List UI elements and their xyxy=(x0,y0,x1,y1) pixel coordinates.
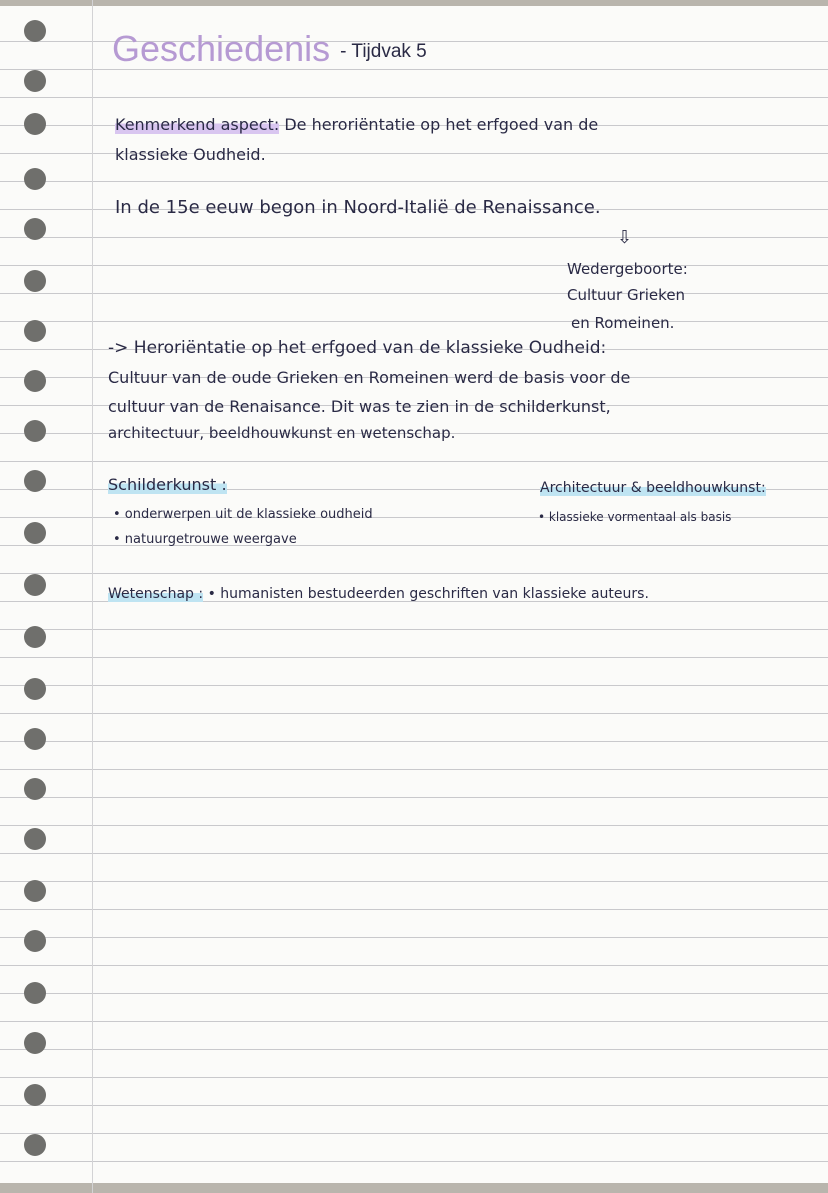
page-top-edge xyxy=(0,0,828,6)
binder-hole xyxy=(24,168,46,190)
title-main: Geschiedenis xyxy=(112,28,331,69)
binder-hole xyxy=(24,574,46,596)
binder-hole xyxy=(24,828,46,850)
intro-text: In de 15e eeuw begon in Noord-Italië de Renaissance. xyxy=(115,197,601,218)
title-sub: - Tijdvak 5 xyxy=(340,41,427,62)
wetenschap-heading: Wetenschap : xyxy=(108,586,204,602)
binder-hole xyxy=(24,20,46,42)
binder-hole xyxy=(24,113,46,135)
herorientatie-line-4: architectuur, beeldhouwkunst en wetenschap. xyxy=(108,424,456,442)
binder-hole xyxy=(24,778,46,800)
kenmerkend-label: Kenmerkend aspect: xyxy=(115,115,280,134)
binder-hole xyxy=(24,982,46,1004)
binder-hole xyxy=(24,320,46,342)
wedergeboorte-2: Cultuur Grieken xyxy=(567,286,686,304)
herorientatie-line-1: -> Heroriëntatie op het erfgoed van de klassieke Oudheid: xyxy=(108,338,607,358)
binder-hole xyxy=(24,1032,46,1054)
architectuur-heading: Architectuur & beeldhouwkunst: xyxy=(540,480,766,496)
arrow-down-icon: ⇩ xyxy=(617,227,633,248)
wedergeboorte-3: en Romeinen. xyxy=(571,314,675,332)
wetenschap-text: • humanisten bestudeerden geschriften van klassieke auteurs. xyxy=(207,586,649,602)
binder-hole xyxy=(24,420,46,442)
schilderkunst-heading: Schilderkunst : xyxy=(108,475,227,494)
binder-hole xyxy=(24,270,46,292)
binder-hole xyxy=(24,470,46,492)
wetenschap-line xyxy=(108,586,649,602)
margin-line xyxy=(92,0,93,1193)
kenmerkend-text-2: klassieke Oudheid. xyxy=(115,145,266,164)
herorientatie-line-3: cultuur van de Renaisance. Dit was te zien in de schilderkunst, xyxy=(108,397,611,416)
binder-hole xyxy=(24,370,46,392)
kenmerkend-text-1: De heroriëntatie op het erfgoed van de xyxy=(284,115,599,134)
page-title xyxy=(112,28,427,70)
binder-hole xyxy=(24,678,46,700)
binder-hole xyxy=(24,1134,46,1156)
architectuur-item-1: • klassieke vormentaal als basis xyxy=(538,510,732,524)
kenmerkend-line-1 xyxy=(115,115,598,134)
binder-hole xyxy=(24,70,46,92)
binder-hole xyxy=(24,626,46,648)
binder-hole xyxy=(24,930,46,952)
schilderkunst-item-2: • natuurgetrouwe weergave xyxy=(113,532,297,547)
binder-hole xyxy=(24,218,46,240)
binder-hole xyxy=(24,880,46,902)
binder-hole xyxy=(24,728,46,750)
binder-holes xyxy=(0,0,70,1193)
schilderkunst-item-1: • onderwerpen uit de klassieke oudheid xyxy=(113,507,373,522)
herorientatie-line-2: Cultuur van de oude Grieken en Romeinen werd de basis voor de xyxy=(108,368,631,387)
binder-hole xyxy=(24,1084,46,1106)
binder-hole xyxy=(24,522,46,544)
page-bottom-edge xyxy=(0,1183,828,1193)
wedergeboorte-1: Wedergeboorte: xyxy=(567,260,688,278)
